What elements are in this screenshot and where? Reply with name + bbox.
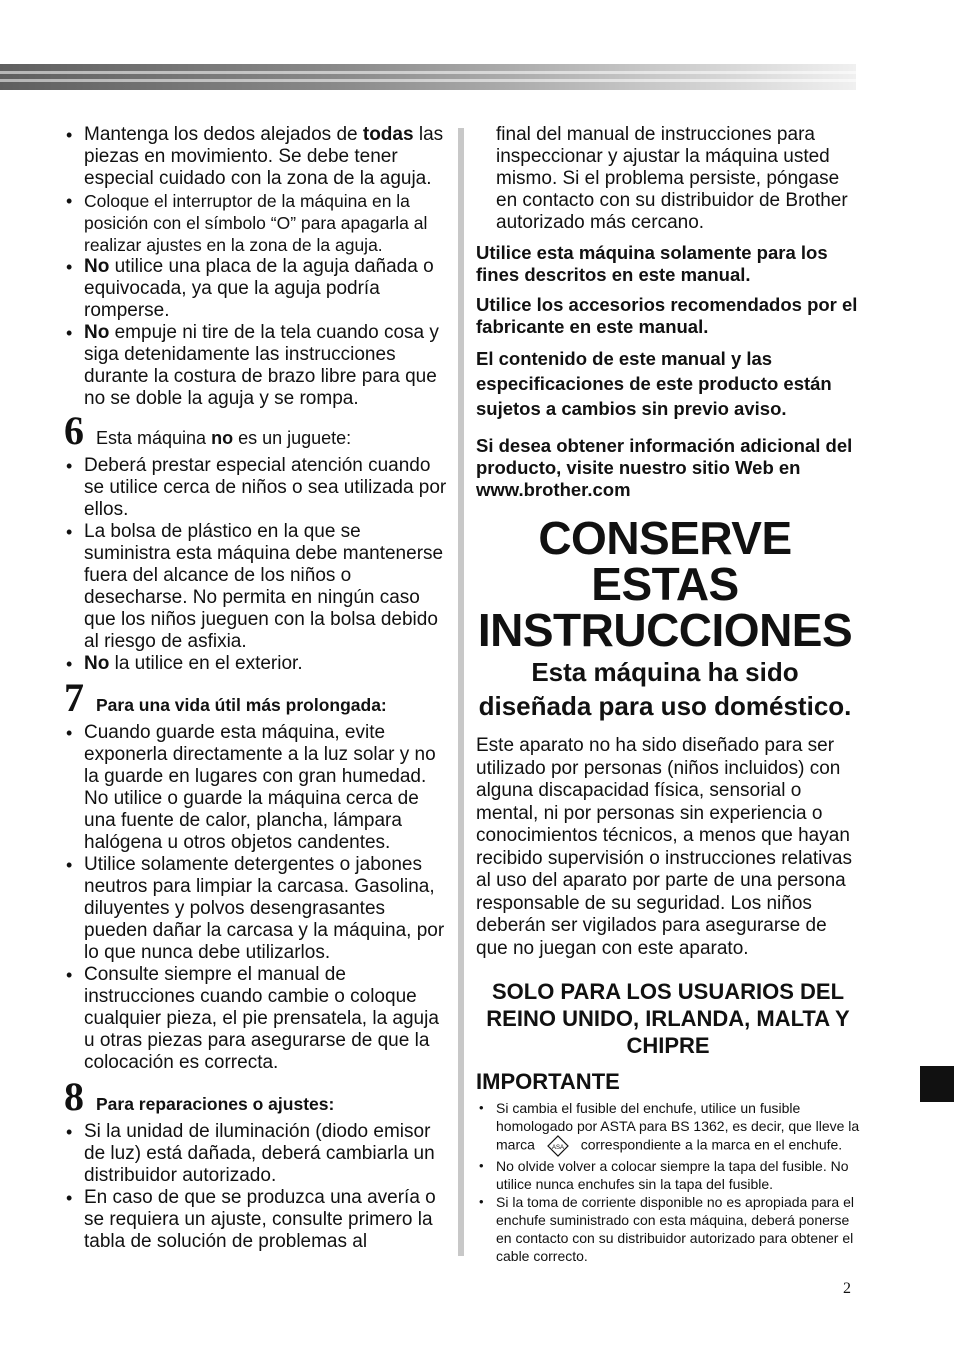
list-item: • Si cambia el fusible del enchufe, utilice un fusible homologado por ASTA para BS 1362, es decir, que lleve la marca ASA correspondiente a la marca en el enchufe. <box>476 1099 860 1157</box>
important-heading: IMPORTANTE <box>476 1069 620 1094</box>
right-column <box>476 124 860 1265</box>
bullet-list-safety <box>64 124 448 410</box>
list-item: • No empuje ni tire de la tela cuando cosa y siga detenidamente las instrucciones durante la costura de brazo libre para que no se doble la aguja y se rompa. <box>64 322 448 410</box>
section-number: 7 <box>64 675 84 720</box>
list-item: • La bolsa de plástico en la que se suministra esta máquina debe mantenerse fuera del alcance de los niños o desecharse. No permita en ningún caso que los niños jueguen con la bolsa debido al riesgo de asfixia. <box>64 521 448 653</box>
section-number: 6 <box>64 408 84 453</box>
bullet-list-section-6 <box>64 455 448 675</box>
uk-heading: SOLO PARA LOS USUARIOS DEL REINO UNIDO, IRLANDA, MALTA Y CHIPRE <box>486 979 850 1058</box>
bold-notice: Utilice los accesorios recomendados por el fabricante en este manual. <box>476 294 858 337</box>
section-title: Para una vida útil más prolongada: <box>96 695 387 715</box>
page-title: CONSERVE ESTAS INSTRUCCIONES <box>477 512 853 656</box>
left-column <box>64 124 448 1253</box>
bold-notice: Si desea obtener información adicional del producto, visite nuestro sitio Web en www.brother.com <box>476 435 853 500</box>
fuse-notes-list <box>476 1099 860 1265</box>
section-6-heading <box>64 408 448 453</box>
list-item: • No olvide volver a colocar siempre la tapa del fusible. No utilice nunca enchufes sin la tapa del fusible. <box>476 1157 860 1193</box>
list-item: • No la utilice en el exterior. <box>64 653 448 675</box>
section-title: Para reparaciones o ajustes: <box>96 1094 335 1114</box>
list-item: • Si la unidad de iluminación (diodo emisor de luz) está dañada, deberá cambiarla un distribuidor autorizado. <box>64 1121 448 1187</box>
page-number: 2 <box>843 1280 851 1297</box>
column-divider <box>458 128 464 1256</box>
continuation-paragraph: final del manual de instrucciones para inspeccionar y ajustar la máquina usted mismo. Si el problema persiste, póngase en contacto con su distribuidor de Brother autorizado más cercano. <box>496 124 848 233</box>
bullet-list-section-7 <box>64 722 448 1074</box>
body-paragraph: Este aparato no ha sido diseñado para ser utilizado por personas (niños incluidos) con alguna discapacidad física, sensorial o mental, ni por personas sin experiencia o conocimientos técnicos, a menos que hayan recibido supervisión o instrucciones relativas al uso del aparato por parte de una persona responsable de su seguridad. Los niños deberán ser vigilados para asegurarse de que no juegan con este aparato. <box>476 735 852 959</box>
header-gradient-bar <box>0 64 856 90</box>
section-number: 8 <box>64 1074 84 1119</box>
section-7-heading <box>64 675 448 720</box>
list-item: • Utilice solamente detergentes o jabones neutros para limpiar la carcasa. Gasolina, diluyentes y polvos desengrasantes pueden dañar la carcasa y la máquina, por lo que nunca debe utilizarlos. <box>64 854 448 964</box>
bullet-list-section-8 <box>64 1121 448 1253</box>
list-item: • Si la toma de corriente disponible no es apropiada para el enchufe suministrado con esta máquina, deberá ponerse en contacto con su distribuidor autorizado para obtener el cable correcto. <box>476 1193 860 1265</box>
bold-notice: El contenido de este manual y las especificaciones de este producto están sujetos a cambios sin previo aviso. <box>476 348 832 419</box>
header-stripe <box>0 71 856 74</box>
list-item: • Coloque el interruptor de la máquina en la posición con el símbolo “O” para apagarla al realizar ajustes en la zona de la aguja. <box>64 190 448 256</box>
section-tab-marker <box>920 1066 954 1102</box>
list-item: • En caso de que se produzca una avería o se requiera un ajuste, consulte primero la tabla de solución de problemas al <box>64 1187 448 1253</box>
list-item: • Deberá prestar especial atención cuando se utilice cerca de niños o sea utilizada por ellos. <box>64 455 448 521</box>
bold-notice: Utilice esta máquina solamente para los fines descritos en este manual. <box>476 242 828 285</box>
page-subtitle: Esta máquina ha sido diseñada para uso doméstico. <box>478 657 852 721</box>
list-item: • Consulte siempre el manual de instrucciones cuando cambie o coloque cualquier pieza, el pie prensatela, la aguja u otras piezas para asegurarse de que la colocación es correcta. <box>64 964 448 1074</box>
list-item: • No utilice una placa de la aguja dañada o equivocada, ya que la aguja podría romperse. <box>64 256 448 322</box>
list-item: • Mantenga los dedos alejados de todas las piezas en movimiento. Se debe tener especial cuidado con la zona de la aguja. <box>64 124 448 190</box>
asta-mark-icon <box>547 1135 569 1157</box>
section-8-heading <box>64 1074 448 1119</box>
header-stripe <box>0 79 856 82</box>
list-item: • Cuando guarde esta máquina, evite exponerla directamente a la luz solar y no la guarde en lugares con gran humedad. No utilice o guarde la máquina cerca de una fuente de calor, plancha, lámpara halógena u otros objetos candentes. <box>64 722 448 854</box>
svg-text:ASA: ASA <box>551 1145 564 1151</box>
section-title: Esta máquina no es un juguete: <box>96 428 352 448</box>
